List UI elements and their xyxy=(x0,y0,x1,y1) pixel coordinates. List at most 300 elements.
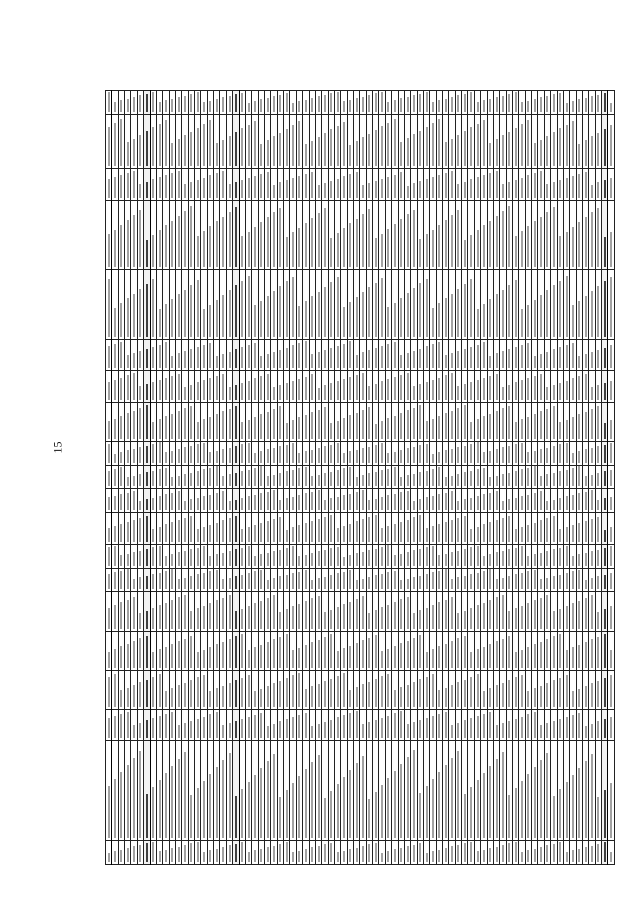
cell-text-mark xyxy=(387,229,389,267)
cell-text-mark xyxy=(546,723,548,738)
cell-text-mark xyxy=(178,294,180,337)
cell-text-mark xyxy=(559,678,561,707)
cell-text-mark xyxy=(572,227,574,267)
cell-text-mark xyxy=(508,132,510,167)
cell-text-mark xyxy=(229,387,231,400)
cell-text-mark xyxy=(368,447,370,463)
cell-text-mark xyxy=(508,349,510,368)
cell-text-mark xyxy=(400,522,402,542)
cell-text-mark xyxy=(438,303,440,337)
cell-text-mark xyxy=(248,852,250,862)
cell-text-mark xyxy=(368,95,370,112)
cell-text-mark xyxy=(572,647,574,667)
cell-text-mark xyxy=(222,449,224,462)
cell-text-mark xyxy=(483,647,485,668)
cell-text-mark xyxy=(229,723,231,738)
cell-text-mark xyxy=(387,496,389,511)
cell-text-mark xyxy=(457,551,459,566)
cell-text-mark xyxy=(451,373,453,399)
cell-text-mark xyxy=(318,185,320,198)
cell-text-mark xyxy=(362,490,364,510)
cell-text-mark xyxy=(508,473,510,487)
cell-text-mark xyxy=(559,180,561,198)
cell-text-mark xyxy=(267,521,269,542)
cell-text-mark xyxy=(502,290,504,337)
cell-text-mark xyxy=(286,383,288,400)
cell-text-mark xyxy=(349,555,351,566)
cell-text-mark xyxy=(305,223,307,268)
cell-text-mark xyxy=(566,546,568,565)
cell-text-mark xyxy=(235,406,237,439)
cell-text-mark xyxy=(286,281,288,337)
cell-text-mark xyxy=(477,380,479,400)
cell-text-mark xyxy=(324,550,326,566)
cell-text-mark xyxy=(330,515,332,542)
cell-text-mark xyxy=(108,127,110,166)
cell-text-mark xyxy=(349,145,351,166)
cell-text-mark xyxy=(400,687,402,706)
cell-text-mark xyxy=(292,852,294,862)
cell-text-mark xyxy=(470,92,472,112)
cell-text-mark xyxy=(426,786,428,838)
cell-text-mark xyxy=(477,780,479,838)
cell-text-mark xyxy=(394,713,396,738)
cell-text-mark xyxy=(286,445,288,463)
cell-text-mark xyxy=(540,598,542,629)
cell-text-mark xyxy=(267,847,269,862)
cell-text-mark xyxy=(489,477,491,486)
cell-text-mark xyxy=(209,378,211,400)
cell-text-mark xyxy=(438,342,440,368)
cell-text-mark xyxy=(159,674,161,706)
cell-text-mark xyxy=(292,497,294,511)
cell-text-mark xyxy=(534,712,536,738)
cell-text-mark xyxy=(508,576,510,589)
cell-text-mark xyxy=(527,226,529,267)
cell-text-mark xyxy=(318,475,320,487)
cell-text-mark xyxy=(120,119,122,166)
cell-text-mark xyxy=(133,685,135,707)
cell-text-mark xyxy=(515,471,517,487)
cell-text-mark xyxy=(184,578,186,590)
cell-text-mark xyxy=(426,179,428,198)
cell-text-mark xyxy=(273,519,275,542)
cell-text-mark xyxy=(241,383,243,400)
cell-text-mark xyxy=(362,373,364,400)
cell-text-mark xyxy=(139,638,141,667)
cell-text-mark xyxy=(171,376,173,400)
cell-text-mark xyxy=(165,850,167,862)
cell-text-mark xyxy=(241,634,243,668)
cell-text-mark xyxy=(400,219,402,267)
cell-text-mark xyxy=(381,574,383,590)
cell-text-mark xyxy=(159,605,161,628)
cell-text-mark xyxy=(591,212,593,267)
cell-text-mark xyxy=(146,405,148,438)
cell-text-mark xyxy=(546,352,548,369)
cell-text-mark xyxy=(127,375,129,399)
cell-text-mark xyxy=(197,180,199,198)
cell-text-mark xyxy=(413,95,415,112)
cell-text-mark xyxy=(387,344,389,368)
cell-text-mark xyxy=(546,290,548,337)
cell-text-mark xyxy=(337,126,339,167)
cell-text-mark xyxy=(591,551,593,565)
cell-text-mark xyxy=(311,374,313,399)
cell-text-mark xyxy=(241,236,243,267)
table-cell xyxy=(608,270,615,340)
cell-text-mark xyxy=(324,287,326,337)
cell-text-mark xyxy=(445,142,447,166)
cell-text-mark xyxy=(330,129,332,166)
cell-text-mark xyxy=(318,640,320,668)
cell-text-mark xyxy=(470,498,472,511)
cell-text-mark xyxy=(508,406,510,439)
cell-text-mark xyxy=(375,130,377,166)
cell-text-mark xyxy=(216,523,218,542)
cell-text-mark xyxy=(330,383,332,399)
cell-text-mark xyxy=(267,492,269,511)
cell-text-mark xyxy=(286,423,288,439)
cell-text-mark xyxy=(330,238,332,267)
cell-text-mark xyxy=(559,634,561,668)
cell-text-mark xyxy=(546,448,548,463)
cell-text-mark xyxy=(108,786,110,838)
cell-text-mark xyxy=(127,99,129,112)
cell-text-mark xyxy=(178,685,180,706)
cell-text-mark xyxy=(324,183,326,198)
cell-text-mark xyxy=(540,520,542,541)
cell-text-mark xyxy=(375,635,377,668)
cell-text-mark xyxy=(604,445,606,463)
cell-text-mark xyxy=(445,99,447,112)
cell-text-mark xyxy=(229,501,231,510)
cell-text-mark xyxy=(400,599,402,628)
cell-text-mark xyxy=(241,548,243,566)
cell-text-mark xyxy=(604,129,606,166)
cell-text-mark xyxy=(318,846,320,862)
cell-text-mark xyxy=(324,500,326,510)
cell-text-mark xyxy=(279,208,281,268)
cell-text-mark xyxy=(451,294,453,337)
cell-text-mark xyxy=(375,181,377,198)
cell-text-mark xyxy=(407,475,409,486)
cell-text-mark xyxy=(597,797,599,839)
cell-text-mark xyxy=(426,677,428,707)
cell-text-mark xyxy=(559,529,561,541)
cell-text-mark xyxy=(400,142,402,167)
cell-text-mark xyxy=(591,96,593,112)
table-cell xyxy=(608,339,615,370)
cell-text-mark xyxy=(356,711,358,738)
cell-text-mark xyxy=(394,452,396,463)
cell-text-mark xyxy=(502,408,504,438)
cell-text-mark xyxy=(197,574,199,589)
cell-text-mark xyxy=(368,550,370,566)
cell-text-mark xyxy=(260,849,262,862)
cell-text-mark xyxy=(496,374,498,400)
cell-text-mark xyxy=(572,571,574,589)
cell-text-mark xyxy=(108,718,110,738)
cell-text-mark xyxy=(216,493,218,510)
cell-text-mark xyxy=(394,377,396,400)
cell-text-mark xyxy=(165,342,167,368)
cell-text-mark xyxy=(413,638,415,668)
cell-text-mark xyxy=(515,548,517,566)
cell-text-mark xyxy=(362,185,364,197)
cell-text-mark xyxy=(197,471,199,487)
cell-text-mark xyxy=(165,378,167,400)
cell-text-mark xyxy=(610,852,612,862)
cell-text-mark xyxy=(470,842,472,862)
cell-text-mark xyxy=(578,768,580,838)
cell-text-mark xyxy=(318,137,320,166)
cell-text-mark xyxy=(159,852,161,863)
cell-text-mark xyxy=(515,652,517,667)
cell-text-mark xyxy=(229,352,231,369)
cell-text-mark xyxy=(127,522,129,542)
cell-text-mark xyxy=(566,675,568,707)
cell-text-mark xyxy=(413,288,415,337)
cell-text-mark xyxy=(419,549,421,566)
cell-text-mark xyxy=(229,96,231,112)
cell-text-mark xyxy=(197,280,199,337)
cell-text-mark xyxy=(496,759,498,838)
cell-text-mark xyxy=(311,218,313,267)
cell-text-mark xyxy=(483,468,485,487)
cell-text-mark xyxy=(216,300,218,337)
cell-text-mark xyxy=(426,497,428,510)
cell-text-mark xyxy=(305,100,307,112)
cell-text-mark xyxy=(356,492,358,510)
cell-text-mark xyxy=(515,180,517,198)
cell-text-mark xyxy=(432,496,434,511)
cell-text-mark xyxy=(311,476,313,486)
cell-text-mark xyxy=(470,279,472,337)
cell-text-mark xyxy=(159,102,161,112)
cell-text-mark xyxy=(298,418,300,439)
cell-text-mark xyxy=(337,852,339,862)
cell-text-mark xyxy=(298,453,300,463)
cell-text-mark xyxy=(356,98,358,112)
cell-text-mark xyxy=(165,714,167,738)
cell-text-mark xyxy=(368,638,370,668)
cell-text-mark xyxy=(152,471,154,487)
cell-text-mark xyxy=(381,718,383,738)
cell-text-mark xyxy=(337,277,339,337)
cell-text-mark xyxy=(578,554,580,565)
cell-text-mark xyxy=(254,468,256,487)
cell-text-mark xyxy=(381,278,383,337)
cell-text-mark xyxy=(566,345,568,368)
cell-text-mark xyxy=(515,608,517,628)
cell-text-mark xyxy=(279,183,281,198)
table-cell xyxy=(608,568,615,592)
cell-text-mark xyxy=(133,520,135,542)
cell-text-mark xyxy=(394,646,396,668)
cell-text-mark xyxy=(139,577,141,589)
cell-text-mark xyxy=(559,236,561,267)
cell-text-mark xyxy=(127,450,129,462)
cell-text-mark xyxy=(197,677,199,706)
cell-text-mark xyxy=(604,93,606,112)
cell-text-mark xyxy=(362,448,364,462)
cell-text-mark xyxy=(209,305,211,337)
cell-text-mark xyxy=(216,173,218,197)
cell-text-mark xyxy=(222,295,224,337)
cell-text-mark xyxy=(413,613,415,629)
cell-text-mark xyxy=(534,466,536,486)
cell-text-mark xyxy=(330,423,332,439)
table-cell xyxy=(608,169,615,200)
cell-text-mark xyxy=(438,714,440,738)
cell-text-mark xyxy=(216,466,218,486)
cell-text-mark xyxy=(368,517,370,542)
cell-text-mark xyxy=(114,605,116,629)
cell-text-mark xyxy=(178,520,180,542)
cell-text-mark xyxy=(216,600,218,628)
cell-text-mark xyxy=(521,102,523,112)
cell-text-mark xyxy=(229,683,231,707)
cell-text-mark xyxy=(273,578,275,589)
cell-text-mark xyxy=(241,789,243,839)
cell-text-mark xyxy=(502,211,504,267)
cell-text-mark xyxy=(502,752,504,838)
cell-text-mark xyxy=(139,845,141,862)
cell-text-mark xyxy=(260,570,262,590)
cell-text-mark xyxy=(324,798,326,839)
cell-text-mark xyxy=(483,714,485,738)
cell-text-mark xyxy=(553,500,555,511)
cell-text-mark xyxy=(165,468,167,487)
cell-text-mark xyxy=(546,578,548,590)
cell-text-mark xyxy=(521,178,523,198)
cell-text-mark xyxy=(451,579,453,590)
cell-text-mark xyxy=(305,555,307,566)
cell-text-mark xyxy=(152,787,154,838)
cell-text-mark xyxy=(559,471,561,486)
cell-text-mark xyxy=(298,121,300,166)
cell-text-mark xyxy=(248,125,250,167)
cell-text-mark xyxy=(540,217,542,268)
cell-text-mark xyxy=(337,470,339,486)
cell-text-mark xyxy=(445,765,447,838)
cell-text-mark xyxy=(502,845,504,862)
cell-text-mark xyxy=(496,579,498,589)
cell-text-mark xyxy=(209,774,211,838)
cell-text-mark xyxy=(610,546,612,565)
cell-text-mark xyxy=(546,136,548,166)
cell-text-mark xyxy=(489,522,491,541)
cell-text-mark xyxy=(260,713,262,739)
cell-text-mark xyxy=(178,216,180,267)
cell-text-mark xyxy=(203,650,205,668)
cell-text-mark xyxy=(120,555,122,565)
cell-text-mark xyxy=(362,596,364,628)
cell-text-mark xyxy=(254,101,256,112)
cell-text-mark xyxy=(165,691,167,707)
cell-text-mark xyxy=(470,127,472,166)
cell-text-mark xyxy=(375,843,377,862)
cell-text-mark xyxy=(540,686,542,707)
cell-text-mark xyxy=(267,140,269,166)
cell-text-mark xyxy=(108,608,110,629)
cell-text-mark xyxy=(343,468,345,486)
table-cell xyxy=(608,114,615,168)
cell-text-mark xyxy=(235,844,237,862)
cell-text-mark xyxy=(260,601,262,629)
cell-text-mark xyxy=(464,720,466,738)
cell-text-mark xyxy=(375,575,377,589)
cell-text-mark xyxy=(305,601,307,628)
cell-text-mark xyxy=(464,549,466,566)
cell-text-mark xyxy=(197,128,199,166)
cell-text-mark xyxy=(400,172,402,197)
cell-text-mark xyxy=(197,422,199,439)
cell-text-mark xyxy=(368,722,370,738)
cell-text-mark xyxy=(438,175,440,198)
table-cell xyxy=(608,465,615,489)
cell-text-mark xyxy=(527,714,529,738)
cell-text-mark xyxy=(356,219,358,268)
cell-text-mark xyxy=(387,177,389,198)
cell-text-mark xyxy=(222,553,224,566)
cell-text-mark xyxy=(229,136,231,166)
cell-text-mark xyxy=(267,598,269,628)
cell-text-mark xyxy=(438,524,440,542)
cell-text-mark xyxy=(203,124,205,166)
cell-text-mark xyxy=(152,92,154,112)
cell-text-mark xyxy=(419,94,421,112)
cell-text-mark xyxy=(527,101,529,112)
cell-text-mark xyxy=(349,646,351,668)
cell-text-mark xyxy=(566,650,568,668)
cell-text-mark xyxy=(572,603,574,628)
cell-text-mark xyxy=(407,410,409,439)
cell-text-mark xyxy=(235,796,237,839)
cell-text-mark xyxy=(553,516,555,542)
cell-text-mark xyxy=(413,501,415,511)
cell-text-mark xyxy=(152,842,154,862)
cell-text-mark xyxy=(235,500,237,511)
cell-text-mark xyxy=(203,443,205,463)
cell-text-mark xyxy=(267,412,269,439)
cell-text-mark xyxy=(146,131,148,166)
cell-text-mark xyxy=(381,528,383,542)
cell-text-mark xyxy=(483,416,485,438)
cell-text-mark xyxy=(298,306,300,337)
cell-text-mark xyxy=(139,551,141,566)
cell-text-mark xyxy=(152,529,154,542)
cell-text-mark xyxy=(585,172,587,198)
cell-text-mark xyxy=(375,472,377,487)
cell-text-mark xyxy=(464,576,466,590)
table-cell xyxy=(608,592,615,631)
cell-text-mark xyxy=(515,719,517,738)
cell-text-mark xyxy=(585,492,587,511)
cell-text-mark xyxy=(222,411,224,438)
cell-text-mark xyxy=(489,451,491,463)
cell-text-mark xyxy=(566,381,568,400)
cell-text-mark xyxy=(241,471,243,486)
cell-text-mark xyxy=(349,570,351,589)
cell-text-mark xyxy=(120,467,122,486)
cell-text-mark xyxy=(445,298,447,336)
cell-text-mark xyxy=(553,207,555,267)
table-cell xyxy=(608,441,615,465)
cell-text-mark xyxy=(496,411,498,439)
cell-text-mark xyxy=(184,290,186,337)
